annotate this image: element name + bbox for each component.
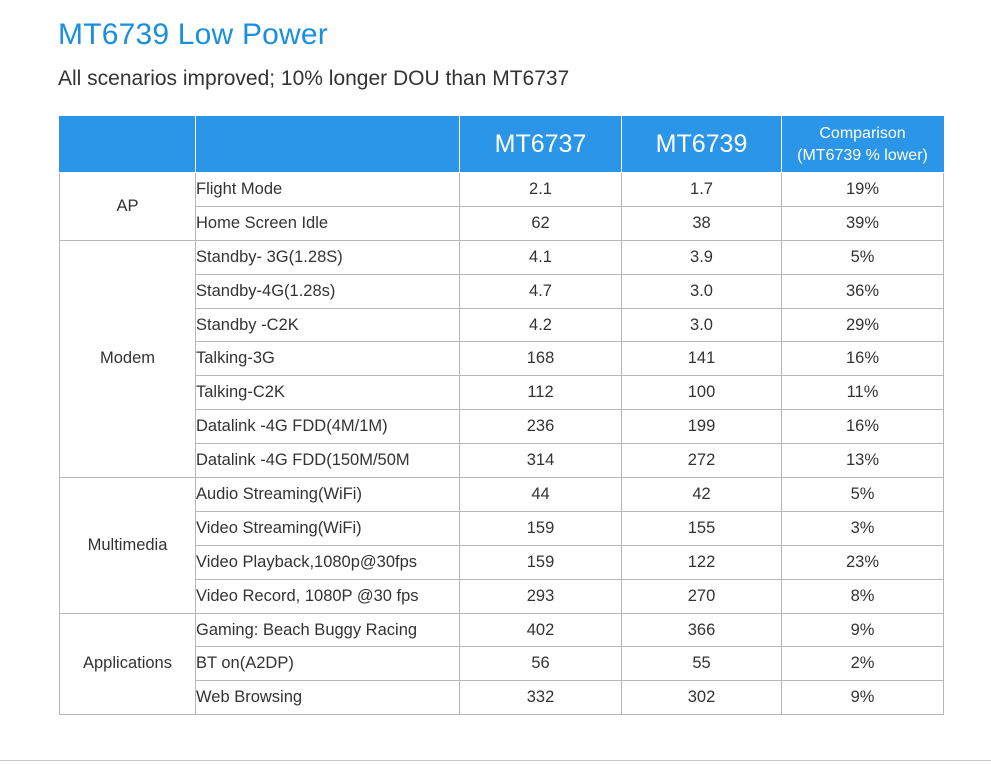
mt6739-value: 141 <box>622 342 782 376</box>
comparison-value: 13% <box>782 444 944 478</box>
mt6739-value: 366 <box>622 613 782 647</box>
table-row <box>60 613 944 647</box>
comparison-value: 8% <box>782 579 944 613</box>
table-row <box>60 478 944 512</box>
mt6737-value: 314 <box>460 444 622 478</box>
mt6737-value: 2.1 <box>460 173 622 207</box>
table-header <box>60 117 944 173</box>
table-body <box>60 173 944 715</box>
scenario-cell: BT on(A2DP) <box>196 647 460 681</box>
mt6739-value: 100 <box>622 376 782 410</box>
mt6737-value: 4.7 <box>460 274 622 308</box>
header-mt6737: MT6737 <box>460 117 622 173</box>
mt6739-value: 122 <box>622 545 782 579</box>
comparison-value: 23% <box>782 545 944 579</box>
mt6737-value: 332 <box>460 681 622 715</box>
mt6737-value: 4.1 <box>460 240 622 274</box>
scenario-cell: Gaming: Beach Buggy Racing <box>196 613 460 647</box>
mt6739-value: 1.7 <box>622 173 782 207</box>
comparison-value: 39% <box>782 206 944 240</box>
header-comparison <box>782 117 944 173</box>
scenario-cell: Web Browsing <box>196 681 460 715</box>
comparison-value: 16% <box>782 410 944 444</box>
header-comparison-line1: Comparison <box>819 124 906 142</box>
mt6739-value: 272 <box>622 444 782 478</box>
comparison-value: 5% <box>782 240 944 274</box>
mt6739-value: 302 <box>622 681 782 715</box>
mt6739-value: 3.0 <box>622 274 782 308</box>
page-subtitle: All scenarios improved; 10% longer DOU than MT6737 <box>58 67 570 90</box>
comparison-value: 11% <box>782 376 944 410</box>
mt6737-value: 402 <box>460 613 622 647</box>
comparison-value: 36% <box>782 274 944 308</box>
mt6739-value: 42 <box>622 478 782 512</box>
header-mt6739: MT6739 <box>622 117 782 173</box>
scenario-cell: Video Playback,1080p@30fps <box>196 545 460 579</box>
comparison-value: 29% <box>782 308 944 342</box>
mt6737-value: 62 <box>460 206 622 240</box>
scenario-cell: Home Screen Idle <box>196 206 460 240</box>
mt6737-value: 236 <box>460 410 622 444</box>
mt6737-value: 112 <box>460 376 622 410</box>
power-comparison-table <box>59 116 944 715</box>
comparison-value: 5% <box>782 478 944 512</box>
mt6737-value: 159 <box>460 511 622 545</box>
group-label: Applications <box>60 613 196 715</box>
scenario-cell: Video Record, 1080P @30 fps <box>196 579 460 613</box>
group-label: Multimedia <box>60 478 196 614</box>
mt6737-value: 168 <box>460 342 622 376</box>
scenario-cell: Flight Mode <box>196 173 460 207</box>
header-row <box>60 117 944 173</box>
mt6739-value: 270 <box>622 579 782 613</box>
mt6737-value: 4.2 <box>460 308 622 342</box>
mt6739-value: 199 <box>622 410 782 444</box>
scenario-cell: Datalink -4G FDD(150M/50M <box>196 444 460 478</box>
group-label: AP <box>60 173 196 241</box>
mt6737-value: 56 <box>460 647 622 681</box>
scenario-cell: Standby -C2K <box>196 308 460 342</box>
comparison-value: 3% <box>782 511 944 545</box>
comparison-value: 9% <box>782 613 944 647</box>
comparison-value: 9% <box>782 681 944 715</box>
mt6737-value: 293 <box>460 579 622 613</box>
table-row <box>60 240 944 274</box>
header-scenario <box>196 117 460 173</box>
comparison-value: 19% <box>782 173 944 207</box>
table-row <box>60 173 944 207</box>
header-group <box>60 117 196 173</box>
header-comparison-line2: (MT6739 % lower) <box>797 146 928 164</box>
mt6739-value: 55 <box>622 647 782 681</box>
mt6739-value: 155 <box>622 511 782 545</box>
mt6737-value: 159 <box>460 545 622 579</box>
scenario-cell: Video Streaming(WiFi) <box>196 511 460 545</box>
scenario-cell: Talking-C2K <box>196 376 460 410</box>
mt6737-value: 44 <box>460 478 622 512</box>
group-label: Modem <box>60 240 196 477</box>
footer-divider <box>0 760 991 761</box>
comparison-value: 2% <box>782 647 944 681</box>
mt6739-value: 3.9 <box>622 240 782 274</box>
page-title: MT6739 Low Power <box>58 18 328 51</box>
scenario-cell: Standby-4G(1.28s) <box>196 274 460 308</box>
scenario-cell: Datalink -4G FDD(4M/1M) <box>196 410 460 444</box>
comparison-value: 16% <box>782 342 944 376</box>
mt6739-value: 3.0 <box>622 308 782 342</box>
scenario-cell: Audio Streaming(WiFi) <box>196 478 460 512</box>
scenario-cell: Standby- 3G(1.28S) <box>196 240 460 274</box>
scenario-cell: Talking-3G <box>196 342 460 376</box>
mt6739-value: 38 <box>622 206 782 240</box>
